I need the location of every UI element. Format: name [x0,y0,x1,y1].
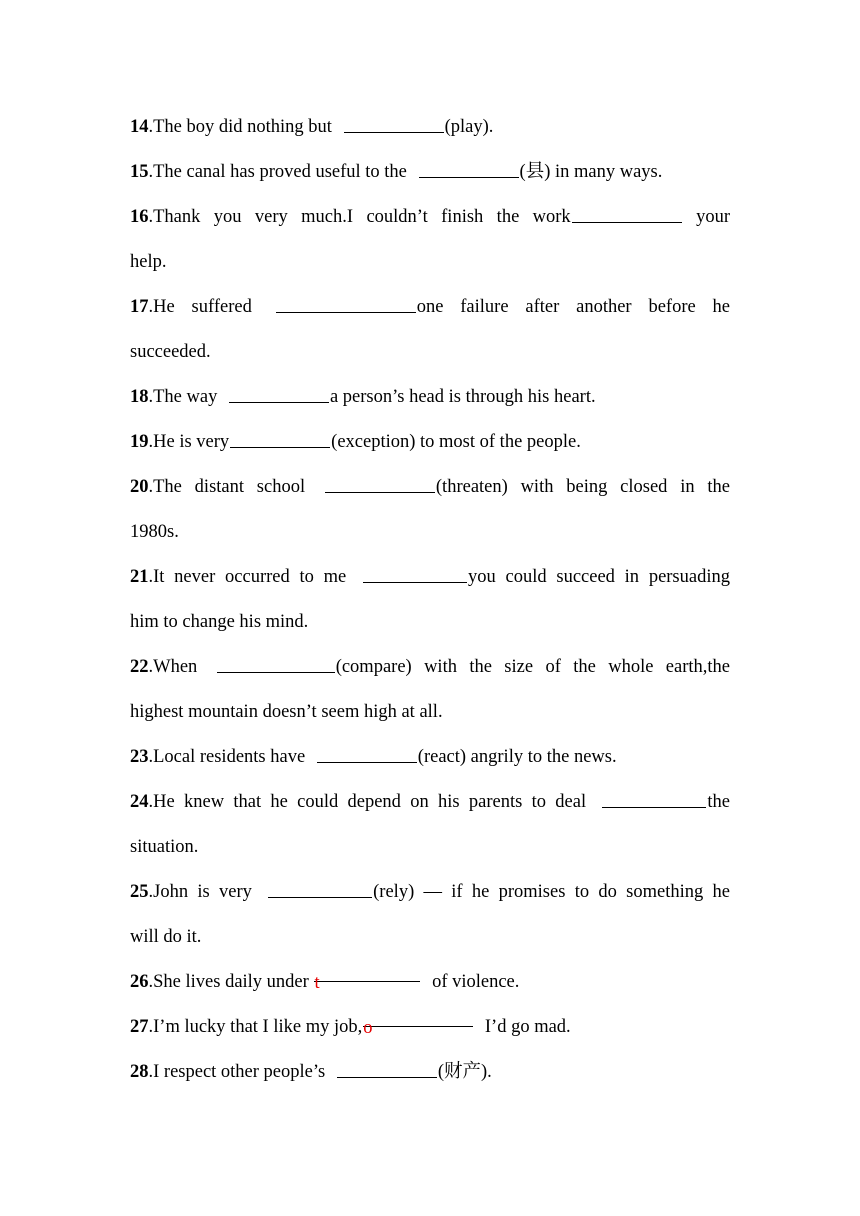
question-20-continuation [130,510,730,555]
question-number: 22 [130,657,149,677]
question-text: (play). [444,117,494,137]
question-18 [130,375,730,420]
question-text: .It never occurred to me [148,567,356,587]
question-number: 21 [130,567,149,587]
question-19 [130,420,730,465]
question-26 [130,960,730,1005]
question-27 [130,1005,730,1050]
first-letter-hint: o [363,1018,373,1039]
question-text: .The way [148,387,222,407]
question-text: him to change his mind. [130,612,309,632]
question-17 [130,285,730,330]
answer-blank[interactable] [230,428,330,448]
question-text: .The distant school [148,477,318,497]
question-text: one failure after another before he [416,297,731,317]
question-text: situation. [130,837,199,857]
question-28 [130,1050,730,1095]
answer-blank[interactable] [325,473,435,493]
answer-blank[interactable] [344,113,444,133]
question-number: 15 [130,162,149,182]
question-number: 18 [130,387,149,407]
question-text: .Thank you very much.I couldn’t finish the work [148,207,571,227]
question-text: .I respect other people’s [148,1062,330,1082]
question-number: 17 [130,297,149,317]
question-number: 24 [130,792,149,812]
question-text: I’d go mad. [480,1017,571,1037]
question-text: (财产). [437,1062,492,1082]
answer-blank[interactable] [572,203,682,223]
question-22-continuation [130,690,730,735]
question-24-continuation [130,825,730,870]
question-24 [130,780,730,825]
question-20 [130,465,730,510]
question-15 [130,150,730,195]
answer-blank[interactable] [317,743,417,763]
answer-blank[interactable] [602,788,706,808]
question-text: help. [130,252,167,272]
answer-blank[interactable] [268,878,372,898]
first-letter-hint: t [314,973,320,994]
question-text: .He suffered [148,297,269,317]
question-14 [130,105,730,150]
answer-blank[interactable] [337,1058,437,1078]
question-text: .He is very [148,432,230,452]
question-number: 19 [130,432,149,452]
answer-blank[interactable] [419,158,519,178]
question-25 [130,870,730,915]
question-text: a person’s head is through his heart. [329,387,596,407]
exercise-page [130,105,730,1095]
question-16 [130,195,730,240]
question-text: (react) angrily to the news. [417,747,617,767]
question-23 [130,735,730,780]
question-21-continuation [130,600,730,645]
question-22 [130,645,730,690]
question-number: 14 [130,117,149,137]
question-text: will do it. [130,927,202,947]
question-text: .She lives daily under [148,972,314,992]
answer-blank[interactable] [363,1006,473,1039]
question-number: 23 [130,747,149,767]
answer-blank[interactable] [229,383,329,403]
question-text: .When [148,657,210,677]
question-text: .The canal has proved useful to the [148,162,412,182]
question-25-continuation [130,915,730,960]
question-text: (rely) — if he promises to do something he [373,882,730,902]
question-21 [130,555,730,600]
question-number: 25 [130,882,149,902]
question-number: 20 [130,477,149,497]
question-text: .Local residents have [148,747,310,767]
question-number: 26 [130,972,149,992]
question-text: the [707,792,730,812]
question-text: .John is very [148,882,262,902]
answer-blank[interactable] [363,563,467,583]
answer-blank[interactable] [217,653,335,673]
question-text: (县) in many ways. [519,162,663,182]
question-text: (exception) to most of the people. [331,432,581,452]
question-text: you could succeed in persuading [468,567,730,587]
question-text: .He knew that he could depend on his parents to deal [148,792,596,812]
question-number: 27 [130,1017,149,1037]
answer-blank[interactable] [276,293,416,313]
question-text: 1980s. [130,522,179,542]
question-text: of violence. [427,972,520,992]
question-16-continuation [130,240,730,285]
question-text: your [682,207,730,227]
question-text: highest mountain doesn’t seem high at all. [130,702,443,722]
question-text: (threaten) with being closed in the [435,477,730,497]
question-text: succeeded. [130,342,211,362]
question-number: 28 [130,1062,149,1082]
question-text: .The boy did nothing but [148,117,337,137]
question-text: .I’m lucky that I like my job, [148,1017,363,1037]
question-text: (compare) with the size of the whole earth,the [335,657,730,677]
question-17-continuation [130,330,730,375]
answer-blank[interactable] [314,961,420,994]
question-number: 16 [130,207,149,227]
